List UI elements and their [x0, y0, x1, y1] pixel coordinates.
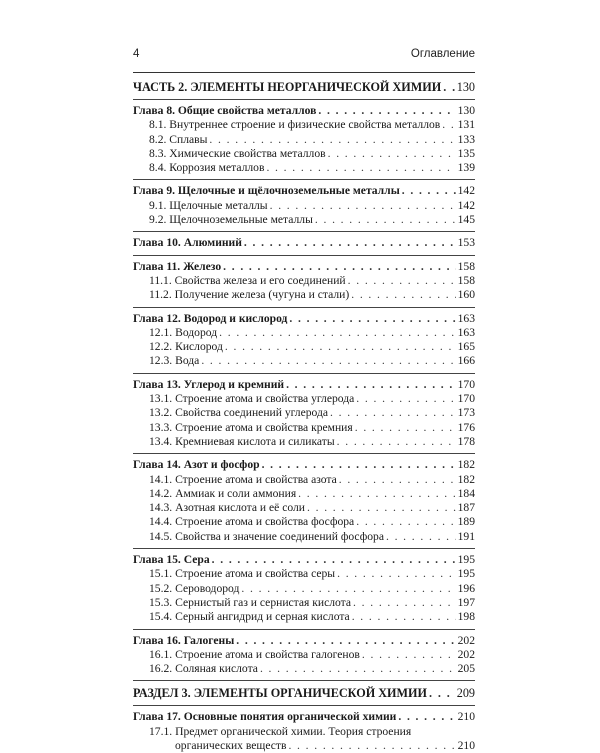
toc-chapter-11[interactable]: [133, 260, 475, 274]
toc-section-14-5[interactable]: [133, 530, 475, 544]
section-divider: [133, 179, 475, 180]
toc-page-number: 202: [457, 633, 475, 647]
toc-page-number: 195: [457, 567, 475, 581]
toc-page-number: 209: [456, 686, 475, 701]
toc-chapter-title: Глава 15. Сера: [133, 553, 210, 567]
header-rule: [133, 72, 475, 73]
section-divider: [133, 255, 475, 256]
toc-chapter-13[interactable]: [133, 378, 475, 392]
leader-dots: [337, 567, 456, 581]
toc-section-title: 15.1. Строение атома и свойства серы: [149, 567, 336, 581]
leader-dots: [355, 421, 456, 435]
section-divider: [133, 231, 475, 232]
toc-chapter-title: Глава 16. Галогены: [133, 633, 235, 647]
toc-page-number: 170: [457, 392, 475, 406]
toc-section-title: 16.1. Строение атома и свойства галогенов: [149, 647, 360, 661]
toc-section-8-3[interactable]: [133, 147, 475, 161]
leader-dots: [330, 406, 456, 420]
toc-chapter-title: Глава 13. Углерод и кремний: [133, 377, 285, 391]
toc-section-title: 13.3. Строение атома и свойства кремния: [149, 420, 353, 434]
toc-section-11-2[interactable]: [133, 288, 475, 302]
leader-dots: [241, 582, 455, 596]
leader-dots: [260, 662, 456, 676]
toc-section-14-1[interactable]: [133, 473, 475, 487]
leader-dots: [298, 487, 455, 501]
leader-dots: [307, 501, 456, 515]
section-divider: [133, 453, 475, 454]
toc-page-number: 173: [457, 406, 475, 420]
toc-section-title: 8.1. Внутреннее строение и физические свойства металлов: [149, 118, 441, 132]
toc-section-13-1[interactable]: [133, 392, 475, 406]
leader-dots: [339, 473, 456, 487]
section-divider: [133, 373, 475, 374]
leader-dots: [212, 553, 456, 567]
toc-section-title: 14.3. Азотная кислота и её соли: [149, 501, 306, 515]
leader-dots: [244, 236, 456, 250]
toc-section-title: 12.3. Вода: [149, 354, 200, 368]
toc-page-number: 210: [457, 710, 475, 724]
leader-dots: [362, 648, 456, 662]
leader-dots: [236, 634, 455, 648]
toc-section-title: 14.2. Аммиак и соли аммония: [149, 486, 297, 500]
running-title: Оглавление: [410, 48, 475, 60]
toc-section-13-4[interactable]: [133, 435, 475, 449]
toc-section-15-1[interactable]: [133, 567, 475, 581]
toc-section-title: 8.2. Сплавы: [149, 132, 208, 146]
toc-section-title: 16.2. Соляная кислота: [149, 662, 258, 676]
toc-part-title: ЧАСТЬ 2. ЭЛЕМЕНТЫ НЕОРГАНИЧЕСКОЙ ХИМИИ: [133, 80, 442, 94]
toc-section-13-3[interactable]: [133, 421, 475, 435]
section-divider: [133, 680, 475, 681]
toc-page-number: 142: [457, 198, 475, 212]
toc-page-number: 210: [457, 738, 475, 752]
leader-dots: [356, 515, 455, 529]
toc-part-title: РАЗДЕЛ 3. ЭЛЕМЕНТЫ ОРГАНИЧЕСКОЙ ХИМИИ: [133, 686, 427, 701]
toc-chapter-title: Глава 17. Основные понятия органической химии: [133, 710, 397, 724]
page-number: 4: [133, 48, 140, 60]
section-divider: [133, 629, 475, 630]
toc-chapter-15[interactable]: [133, 553, 475, 567]
toc-section-title: 15.3. Сернистый газ и сернистая кислота: [149, 595, 352, 609]
toc-section-title: 14.1. Строение атома и свойства азота: [149, 472, 337, 486]
toc-page-number: 205: [457, 662, 475, 676]
toc-section-title: 14.5. Свойства и значение соединений фосфора: [149, 529, 384, 543]
toc-section-title: 13.4. Кремниевая кислота и силикаты: [149, 434, 335, 448]
toc-section-12-2[interactable]: [133, 340, 475, 354]
toc-page-number: 184: [457, 486, 475, 500]
leader-dots: [328, 147, 456, 161]
toc-page-number: 198: [457, 610, 475, 624]
toc-section-title-continuation: органических веществ: [175, 738, 287, 752]
toc-section-14-2[interactable]: [133, 487, 475, 501]
toc-page-number: 170: [457, 377, 475, 391]
toc-page-number: 182: [457, 472, 475, 486]
toc-page-number: 178: [457, 434, 475, 448]
leader-dots: [356, 392, 455, 406]
leader-dots: [402, 184, 456, 198]
toc-page-number: 158: [457, 273, 475, 287]
toc-section-13-2[interactable]: [133, 406, 475, 420]
toc-section-title: 17.1. Предмет органической химии. Теория строения: [149, 724, 412, 738]
toc-section-9-1[interactable]: [133, 199, 475, 213]
section-divider: [133, 548, 475, 549]
toc-page-number: 187: [457, 501, 475, 515]
toc-chapter-title: Глава 11. Железо: [133, 259, 222, 273]
toc-section-title: 11.2. Получение железа (чугуна и стали): [149, 288, 350, 302]
toc-section-14-4[interactable]: [133, 515, 475, 529]
toc-section-8-2[interactable]: [133, 133, 475, 147]
leader-dots: [318, 104, 455, 118]
toc-section-16-1[interactable]: [133, 648, 475, 662]
toc-section-15-4[interactable]: [133, 610, 475, 624]
leader-dots: [351, 288, 455, 302]
toc-section-12-1[interactable]: [133, 326, 475, 340]
toc-page-number: 189: [457, 515, 475, 529]
toc-page-number: 163: [457, 325, 475, 339]
toc-chapter-10[interactable]: [133, 236, 475, 250]
leader-dots: [442, 118, 455, 132]
running-header: [133, 48, 475, 60]
toc-page-number: 202: [457, 647, 475, 661]
toc-page-number: 182: [457, 458, 475, 472]
toc-page-number: 131: [457, 118, 475, 132]
toc-section-8-4[interactable]: [133, 161, 475, 175]
toc-section-title: 8.3. Химические свойства металлов: [149, 146, 326, 160]
toc-section-title: 13.1. Строение атома и свойства углерода: [149, 392, 355, 406]
section-divider: [133, 99, 475, 100]
toc-section-15-3[interactable]: [133, 596, 475, 610]
toc-page-number: 135: [457, 146, 475, 160]
toc-page-number: 160: [457, 288, 475, 302]
toc-section-17-1-line1[interactable]: [133, 725, 475, 739]
toc-chapter-title: Глава 10. Алюминий: [133, 236, 242, 250]
toc-page-number: 145: [457, 213, 475, 227]
toc-page-number: 196: [457, 581, 475, 595]
toc-page-number: 130: [457, 104, 475, 117]
leader-dots: [352, 610, 456, 624]
toc-page-number: 176: [457, 420, 475, 434]
toc-chapter-title: Глава 14. Азот и фосфор: [133, 458, 260, 472]
leader-dots: [219, 326, 455, 340]
toc-page-number: 195: [457, 553, 475, 567]
toc-page-number: 142: [457, 184, 475, 198]
toc-page-number: 130: [456, 80, 475, 94]
toc-section-12-3[interactable]: [133, 354, 475, 368]
table-of-contents: [133, 79, 475, 753]
leader-dots: [289, 312, 455, 326]
leader-dots: [315, 213, 456, 227]
leader-dots: [429, 685, 455, 701]
toc-chapter-14[interactable]: [133, 458, 475, 472]
toc-chapter-title: Глава 9. Щелочные и щёлочноземельные металлы: [133, 184, 400, 198]
toc-section-14-3[interactable]: [133, 501, 475, 515]
leader-dots: [288, 739, 455, 753]
leader-dots: [209, 133, 455, 147]
leader-dots: [353, 596, 456, 610]
toc-section-title: 9.2. Щелочноземельные металлы: [149, 213, 313, 227]
toc-section-title: 8.4. Коррозия металлов: [149, 161, 265, 175]
leader-dots: [201, 354, 455, 368]
leader-dots: [223, 260, 455, 274]
toc-section-title: 15.4. Серный ангидрид и серная кислота: [149, 610, 350, 624]
toc-page-number: 139: [457, 161, 475, 175]
toc-chapter-9[interactable]: [133, 184, 475, 198]
toc-section-title: 9.1. Щелочные металлы: [149, 198, 268, 212]
toc-section-16-2[interactable]: [133, 662, 475, 676]
toc-page-number: 163: [457, 311, 475, 325]
toc-section-9-2[interactable]: [133, 213, 475, 227]
leader-dots: [266, 161, 455, 175]
toc-chapter-8[interactable]: [133, 104, 475, 118]
toc-section-title: 15.2. Сероводород: [149, 581, 240, 595]
leader-dots: [225, 340, 456, 354]
toc-part-2[interactable]: [133, 79, 475, 95]
toc-chapter-title: Глава 8. Общие свойства металлов: [133, 104, 317, 117]
toc-section-title: 14.4. Строение атома и свойства фосфора: [149, 515, 355, 529]
toc-section-17-1-line2[interactable]: [133, 739, 475, 753]
leader-dots: [262, 458, 456, 472]
toc-chapter-17[interactable]: [133, 710, 475, 724]
section-divider: [133, 705, 475, 706]
section-divider: [133, 307, 475, 308]
leader-dots: [398, 710, 455, 724]
toc-page-number: 133: [457, 132, 475, 146]
toc-section-title: 12.2. Кислород: [149, 340, 223, 354]
toc-chapter-title: Глава 12. Водород и кислород: [133, 311, 288, 325]
leader-dots: [443, 79, 455, 95]
toc-section-title: 12.1. Водород: [149, 325, 218, 339]
toc-page-number: 158: [457, 259, 475, 273]
toc-section-title: 13.2. Свойства соединений углерода: [149, 406, 329, 420]
toc-page-number: 166: [457, 354, 475, 368]
toc-page-number: 197: [457, 595, 475, 609]
toc-page-number: 153: [457, 236, 475, 250]
leader-dots: [286, 378, 456, 392]
toc-section-8-1[interactable]: [133, 118, 475, 132]
leader-dots: [348, 274, 456, 288]
toc-section-11-1[interactable]: [133, 274, 475, 288]
toc-section-title: 11.1. Свойства железа и его соединений: [149, 273, 346, 287]
leader-dots: [386, 530, 456, 544]
leader-dots: [270, 199, 456, 213]
toc-chapter-16[interactable]: [133, 634, 475, 648]
toc-chapter-12[interactable]: [133, 312, 475, 326]
toc-part-3[interactable]: [133, 685, 475, 701]
leader-dots: [337, 435, 456, 449]
toc-page-number: 191: [457, 529, 475, 543]
toc-section-15-2[interactable]: [133, 582, 475, 596]
toc-page-number: 165: [457, 340, 475, 354]
